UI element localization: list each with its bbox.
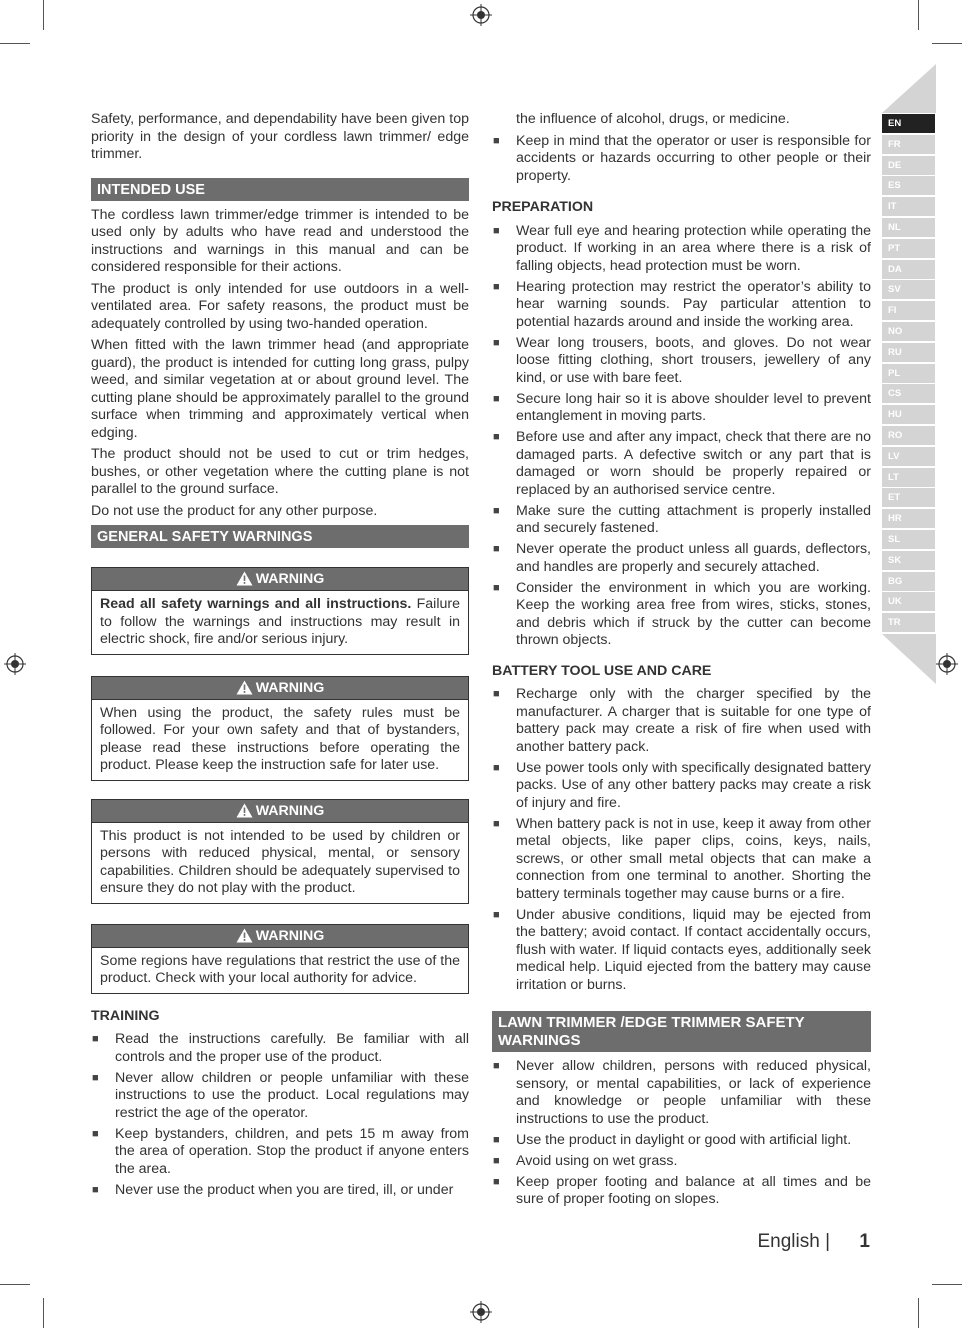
training-list [91,1031,469,1199]
warning-triangle-icon [236,803,253,818]
list-item: ■ Never allow children, persons with reduced physical, sensory, or mental capabilities, or lack of experience and knowledge or people unfamiliar with these instructions to use the product. [493,1058,871,1127]
tab-language-sk[interactable]: SK [882,551,935,570]
list-item: ■ Wear full eye and hearing protection while operating the product. If working in an area where there is a risk of falling objects, head protection must be worn. [493,222,871,274]
tab-language-de[interactable]: DE [882,156,935,175]
warning-box [91,567,469,655]
list-item: ■ Before use and after any impact, check that there are no damaged parts. A defective switch or any part that is damaged or worn should be properly repaired or replaced by an authorised service centre. [493,429,871,498]
tab-language-et[interactable]: ET [882,488,935,507]
tab-language-tr[interactable]: TR [882,613,935,632]
bullet-square-icon: ■ [92,1071,99,1084]
registration-mark-icon [470,4,492,26]
language-tabs [882,114,935,634]
subheading-training: TRAINING [91,1007,160,1024]
warning-label: WARNING [255,571,325,587]
tab-language-no[interactable]: NO [882,322,935,341]
bullet-square-icon: ■ [493,1175,500,1188]
bullet-square-icon: ■ [493,908,500,921]
tab-language-fr[interactable]: FR [882,135,935,154]
tab-language-da[interactable]: DA [882,260,935,279]
bullet-square-icon: ■ [493,761,500,774]
tab-language-en[interactable]: EN [882,114,935,133]
bullet-square-icon: ■ [493,280,500,293]
bullet-square-icon: ■ [92,1127,99,1140]
bullet-square-icon: ■ [493,224,500,237]
list-item: ■ Secure long hair so it is above shoulder level to prevent entanglement in moving parts. [493,390,871,424]
warning-label: WARNING [255,679,325,696]
page-number: 1 [859,1231,870,1252]
tab-language-ro[interactable]: RO [882,426,935,445]
subheading-preparation: PREPARATION [492,199,594,215]
right-column [492,111,871,1212]
crop-mark [0,1284,30,1285]
bullet-square-icon: ■ [92,1183,99,1196]
bullet-square-icon: ■ [493,817,500,830]
footer-language: English | [757,1231,830,1252]
bullet-square-icon: ■ [493,1060,500,1072]
registration-mark-icon [936,653,958,675]
tab-language-nl[interactable]: NL [882,218,935,237]
battery-list [492,686,871,994]
bullet-square-icon: ■ [493,336,500,349]
bullet-square-icon: ■ [493,581,500,594]
training-list-continued [492,133,871,186]
warning-body-text: This product is not intended to be used by children or persons with reduced physical, mental, or sensory capabilities. Children should be adequately supervised to ensure they do not play with the product. [100,827,460,896]
list-item: ■ Avoid using on wet grass. [493,1152,678,1169]
tab-language-ru[interactable]: RU [882,343,935,362]
crop-mark [932,43,962,44]
bullet-square-icon: ■ [493,688,500,700]
list-item: ■ Make sure the cutting attachment is properly installed and securely fastened. [493,502,871,536]
warning-box [91,676,469,781]
warning-header [92,677,468,700]
list-item: ■ Keep in mind that the operator or user is responsible for accidents or hazards occurring to other people or their property. [493,132,871,184]
subheading-battery: BATTERY TOOL USE AND CARE [492,662,712,679]
list-item: ■ Wear long trousers, boots, and gloves. Do not wear loose fitting clothing, short trousers, jewellery of any kind, or use with bare feet. [493,334,871,386]
list-item: ■ Never use the product when you are tired, ill, or under [92,1181,454,1198]
warning-bold-text: Read all safety warnings and all instructions. [100,596,412,612]
tab-language-hu[interactable]: HU [882,405,935,424]
crop-mark [932,1284,962,1285]
lawn-trimmer-list [492,1058,871,1209]
preparation-list [492,223,871,650]
warning-header [92,925,468,948]
registration-mark-icon [4,653,26,675]
tab-language-pl[interactable]: PL [882,364,935,383]
list-item: ■ Never allow children or people unfamiliar with these instructions to use the product. Local regulations may restrict the age of the operator. [92,1069,469,1121]
tab-language-uk[interactable]: UK [882,592,935,611]
warning-header [92,800,468,823]
section-bar-intended-use: INTENDED USE [91,178,469,201]
crop-mark [43,0,44,30]
bullet-square-icon: ■ [92,1033,99,1045]
section-bar-general-safety: GENERAL SAFETY WARNINGS [91,525,469,548]
warning-triangle-icon [236,680,253,695]
tab-language-sv[interactable]: SV [882,280,935,299]
crop-mark [918,1298,919,1328]
warning-body-text: Some regions have regulations that restrict the use of the product. Check with your local authority for advice. [100,952,460,986]
crop-mark [43,1298,44,1328]
warning-box [91,799,469,904]
list-item: ■ Recharge only with the charger specified by the manufacturer. A charger that is suitable for one type of battery pack may create a risk of fire when used with another battery pack. [493,686,871,755]
warning-body-text: When using the product, the safety rules must be followed. For your own safety and that of bystanders, please read these instructions before operating the product. Please keep the instruction safe for later use. [100,704,460,773]
tab-language-es[interactable]: ES [882,176,935,195]
list-item: ■ Under abusive conditions, liquid may be ejected from the battery; avoid contact. If contact accidentally occurs, flush with water. If liquid contacts eyes, additionally seek medical help. Liquid ejected from the battery may cause irritation or burns. [493,906,871,993]
list-item: ■ When battery pack is not in use, keep it away from other metal objects, like paper clips, coins, keys, nails, screws, or other small metal objects that can make a connection from one terminal to another. Shorting the battery terminals together may cause burns or a fire. [493,815,871,902]
warning-label: WARNING [255,802,325,819]
tab-language-pt[interactable]: PT [882,239,935,258]
warning-text [92,591,468,654]
tab-language-cs[interactable]: CS [882,384,935,403]
bullet-square-icon: ■ [493,392,500,405]
warning-triangle-icon [236,571,253,586]
tab-language-lt[interactable]: LT [882,468,935,487]
crop-mark [0,43,30,44]
list-item: ■ Keep proper footing and balance at all times and be sure of proper footing on slopes. [493,1173,871,1207]
warning-label: WARNING [255,927,325,944]
tab-language-sl[interactable]: SL [882,530,935,549]
list-item: ■ Consider the environment in which you are working. Keep the working area free from wires, sticks, stones, and debris which if struck by the cutter can become thrown objects. [493,579,871,648]
list-item: ■ Never operate the product unless all guards, deflectors, and handles are properly and securely attached. [493,541,871,575]
left-column [91,111,469,1203]
list-item: ■ Read the instructions carefully. Be familiar with all controls and the proper use of the product. [92,1031,469,1065]
tab-language-fi[interactable]: FI [882,301,935,320]
crop-mark [918,0,919,30]
continued-text: the influence of alcohol, drugs, or medicine. [516,111,790,127]
list-item: ■ Use the product in daylight or good with artificial light. [493,1131,852,1148]
intro-paragraph: Safety, performance, and dependability have been given top priority in the design of your cordless lawn trimmer/ edge trimmer. [91,111,469,162]
paragraph: The product should not be used to cut or trim hedges, bushes, or other vegetation where the cutting plane is not parallel to the ground surface. [91,446,469,497]
tab-language-bg[interactable]: BG [882,572,935,591]
list-item: ■ Keep bystanders, children, and pets 15 m away from the area of operation. Stop the product if anyone enters the area. [92,1125,469,1177]
paragraph: When fitted with the lawn trimmer head (and appropriate guard), the product is intended for cutting long grass, pulpy weed, and similar vegetation at or about ground level. The cutting plane should be approximately parallel to the ground surface when trimming and approximately vertical when edging. [91,337,469,441]
bullet-square-icon: ■ [493,543,500,555]
bullet-square-icon: ■ [493,134,500,147]
tab-language-lv[interactable]: LV [882,447,935,466]
section-bar-lawn-trimmer-safety: LAWN TRIMMER /EDGE TRIMMER SAFETY WARNINGS [492,1011,871,1052]
warning-header [92,568,468,591]
registration-mark-icon [470,1301,492,1323]
bullet-square-icon: ■ [493,1154,500,1167]
list-item: ■ Use power tools only with specifically designated battery packs. Use of any other battery packs may create a risk of injury and fire. [493,759,871,811]
warning-body-text: Failure to follow the warnings and instructions may result in electric shock, fire and/or serious injury. [100,596,460,647]
bullet-square-icon: ■ [493,431,500,443]
bullet-square-icon: ■ [493,504,500,517]
paragraph: Do not use the product for any other purpose. [91,502,378,519]
paragraph: The product is only intended for use outdoors in a well-ventilated area. For safety reasons, the product must be adequately controlled by using two-handed operation. [91,280,469,332]
tab-language-hr[interactable]: HR [882,509,935,528]
warning-box [91,924,469,994]
paragraph: The cordless lawn trimmer/edge trimmer is intended to be used only by adults who have read and understood the instructions and warnings in this manual and can be considered responsible for their actions. [91,206,469,275]
list-item: ■ Hearing protection may restrict the operator’s ability to hear warning sounds. Pay particular attention to potential hazards around and inside the working area. [493,278,871,330]
tab-language-it[interactable]: IT [882,197,935,216]
warning-triangle-icon [236,928,253,943]
bullet-square-icon: ■ [493,1133,500,1146]
